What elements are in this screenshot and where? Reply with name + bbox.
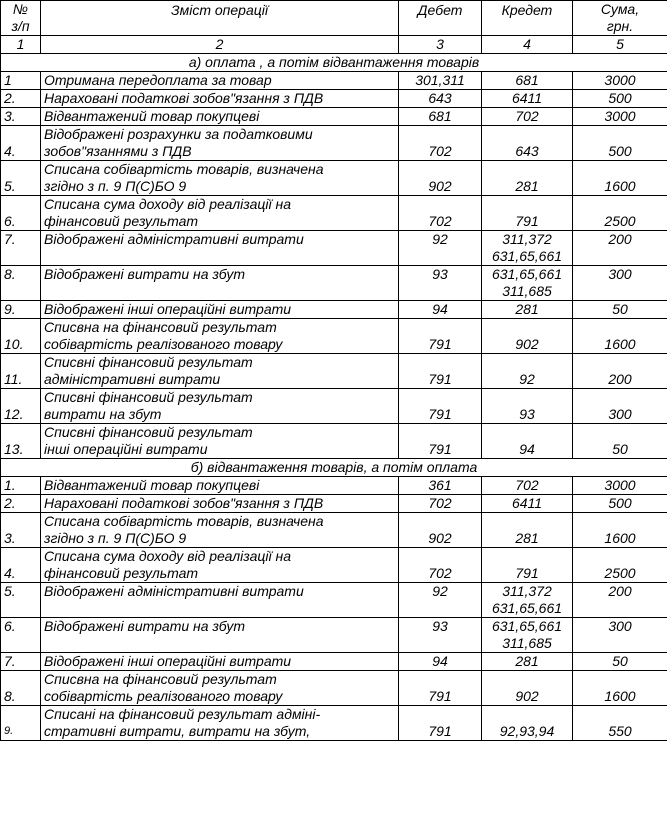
credit-account xyxy=(482,354,573,389)
sum-value: 500 xyxy=(573,90,667,108)
section-b-title-row xyxy=(1,459,667,477)
sum-value: 1600 xyxy=(573,319,667,354)
credit-account xyxy=(482,424,573,459)
header-debit: Дебет xyxy=(399,1,482,36)
sum-value: 200 xyxy=(573,231,667,266)
operation-text xyxy=(41,477,399,495)
operation-line xyxy=(44,635,395,652)
table-row xyxy=(1,231,667,266)
header-row xyxy=(1,1,667,36)
debit-account: 702 xyxy=(399,495,482,513)
debit-account: 94 xyxy=(399,653,482,671)
debit-account: 681 xyxy=(399,108,482,126)
credit-line: 281 xyxy=(515,178,539,194)
debit-account: 702 xyxy=(399,196,482,231)
credit-line: 311,685 xyxy=(502,635,552,651)
sum-value: 500 xyxy=(573,126,667,161)
row-number: 13. xyxy=(1,424,41,459)
row-number: 1. xyxy=(1,477,41,495)
debit-account: 361 xyxy=(399,477,482,495)
row-number: 11. xyxy=(1,354,41,389)
operation-text xyxy=(41,161,399,196)
operation-line: Відображені розрахунки за податковими xyxy=(44,126,313,142)
credit-line: 311,685 xyxy=(502,283,552,299)
table-row xyxy=(1,319,667,354)
sum-value: 3000 xyxy=(573,477,667,495)
table-row xyxy=(1,301,667,319)
credit-line: 6411 xyxy=(511,495,543,511)
row-number: 10. xyxy=(1,319,41,354)
credit-account xyxy=(482,231,573,266)
credit-account xyxy=(482,389,573,424)
credit-line: 902 xyxy=(515,688,539,704)
operation-line: фінансовий результат xyxy=(44,213,199,229)
sum-value: 1600 xyxy=(573,161,667,196)
row-number: 8. xyxy=(1,266,41,301)
credit-account xyxy=(482,618,573,653)
operation-line: Отримана передоплата за товар xyxy=(44,72,272,88)
sum-value: 3000 xyxy=(573,72,667,90)
credit-account xyxy=(482,90,573,108)
operation-line: Нараховані податкові зобов"язання з ПДВ xyxy=(44,495,324,511)
table-row xyxy=(1,495,667,513)
operation-line: Відвантажений товар покупцеві xyxy=(44,477,260,493)
credit-line: 902 xyxy=(515,336,539,352)
credit-account xyxy=(482,196,573,231)
operation-text xyxy=(41,513,399,548)
header-credit: Кредет xyxy=(482,1,573,36)
operation-text xyxy=(41,301,399,319)
operation-line: Відображені адміністративні витрати xyxy=(44,231,304,247)
operation-line: фінансовий результат xyxy=(44,565,199,581)
operation-text xyxy=(41,671,399,706)
credit-account xyxy=(482,108,573,126)
credit-account xyxy=(482,653,573,671)
operation-text xyxy=(41,424,399,459)
operation-line xyxy=(44,600,395,617)
debit-account: 791 xyxy=(399,671,482,706)
operation-line: собівартість реалізованого товару xyxy=(44,336,283,352)
credit-line: 631,65,661 xyxy=(491,266,563,282)
credit-line: 631,65,661 xyxy=(491,600,563,616)
operation-text xyxy=(41,126,399,161)
operation-text xyxy=(41,231,399,266)
table-row xyxy=(1,424,667,459)
operation-line: Відвантажений товар покупцеві xyxy=(44,108,260,124)
credit-account xyxy=(482,548,573,583)
debit-account: 702 xyxy=(399,126,482,161)
operation-line: згідно з п. 9 П(С)БО 9 xyxy=(44,530,187,546)
operation-text xyxy=(41,266,399,301)
section-b-title: б) відвантаження товарів, а потім оплата xyxy=(1,459,667,477)
credit-account xyxy=(482,671,573,706)
operation-line xyxy=(44,248,395,265)
operation-line: витрати на збут xyxy=(44,406,162,422)
credit-line: 92 xyxy=(519,371,535,387)
sum-value: 1600 xyxy=(573,671,667,706)
column-number: 5 xyxy=(573,36,667,54)
row-number: 5. xyxy=(1,161,41,196)
header-sum: Сума, грн. xyxy=(573,1,667,36)
debit-account: 791 xyxy=(399,354,482,389)
sum-value: 50 xyxy=(573,424,667,459)
operation-line: Нараховані податкові зобов"язання з ПДВ xyxy=(44,90,324,106)
credit-line: 92,93,94 xyxy=(499,723,555,739)
credit-account xyxy=(482,266,573,301)
debit-account: 791 xyxy=(399,389,482,424)
credit-line: 6411 xyxy=(511,90,543,106)
operation-text xyxy=(41,196,399,231)
operation-line: інші операційні витрати xyxy=(44,441,208,457)
credit-account xyxy=(482,495,573,513)
debit-account: 791 xyxy=(399,706,482,741)
column-number: 4 xyxy=(482,36,573,54)
operation-line: Відображені інші операційні витрати xyxy=(44,301,292,317)
row-number: 6. xyxy=(1,196,41,231)
table-row xyxy=(1,706,667,741)
credit-line: 702 xyxy=(515,477,539,493)
debit-account: 93 xyxy=(399,266,482,301)
operation-line xyxy=(44,283,395,300)
credit-line: 94 xyxy=(519,441,535,457)
debit-account: 92 xyxy=(399,583,482,618)
operation-text xyxy=(41,354,399,389)
table-row xyxy=(1,126,667,161)
operation-line: собівартість реалізованого товару xyxy=(44,688,283,704)
operation-line: Списана собівартість товарів, визначена xyxy=(44,161,324,177)
credit-account xyxy=(482,477,573,495)
sum-value: 300 xyxy=(573,618,667,653)
operation-line: Списана сума доходу від реалізації на xyxy=(44,548,292,564)
operation-text xyxy=(41,548,399,583)
column-number: 2 xyxy=(41,36,399,54)
operation-line: Списана сума доходу від реалізації на xyxy=(44,196,292,212)
credit-line: 643 xyxy=(515,143,539,159)
table-row xyxy=(1,548,667,583)
operation-text xyxy=(41,108,399,126)
credit-line: 702 xyxy=(515,108,539,124)
operation-text xyxy=(41,653,399,671)
credit-line: 281 xyxy=(515,301,539,317)
operation-text xyxy=(41,389,399,424)
row-number: 8. xyxy=(1,671,41,706)
column-number: 3 xyxy=(399,36,482,54)
row-number: 5. xyxy=(1,583,41,618)
table-row xyxy=(1,389,667,424)
operation-line: Списвні фінансовий результат xyxy=(44,354,253,370)
column-number-row xyxy=(1,36,667,54)
row-number: 9. xyxy=(1,706,41,741)
header-content: Зміст операції xyxy=(41,1,399,36)
row-number: 7. xyxy=(1,231,41,266)
sum-value: 550 xyxy=(573,706,667,741)
sum-value: 300 xyxy=(573,389,667,424)
operation-line: Відображені інші операційні витрати xyxy=(44,653,292,669)
operation-line: адміністративні витрати xyxy=(44,371,221,387)
debit-account: 791 xyxy=(399,424,482,459)
row-number: 4. xyxy=(1,126,41,161)
sum-value: 200 xyxy=(573,583,667,618)
operation-line: згідно з п. 9 П(С)БО 9 xyxy=(44,178,187,194)
credit-account xyxy=(482,583,573,618)
debit-account: 92 xyxy=(399,231,482,266)
row-number: 12. xyxy=(1,389,41,424)
credit-line: 791 xyxy=(515,213,539,229)
credit-line: 93 xyxy=(519,406,535,422)
row-number: 1 xyxy=(1,72,41,90)
operation-line: зобов"язаннями з ПДВ xyxy=(44,143,192,159)
row-number: 2. xyxy=(1,495,41,513)
table-row xyxy=(1,196,667,231)
row-number: 2. xyxy=(1,90,41,108)
credit-line: 311,372 xyxy=(502,231,552,247)
credit-line: 791 xyxy=(515,565,539,581)
sum-value: 50 xyxy=(573,301,667,319)
debit-account: 902 xyxy=(399,161,482,196)
debit-account: 702 xyxy=(399,548,482,583)
credit-account xyxy=(482,126,573,161)
operation-line: Списані на фінансовий результат адміні- xyxy=(44,706,321,722)
operation-line: Відображені адміністративні витрати xyxy=(44,583,304,599)
credit-account xyxy=(482,301,573,319)
credit-account xyxy=(482,319,573,354)
debit-account: 791 xyxy=(399,319,482,354)
operation-line: Відображені витрати на збут xyxy=(44,618,246,634)
table-row xyxy=(1,354,667,389)
table-row xyxy=(1,72,667,90)
operation-line: Списвна на фінансовий результат xyxy=(44,671,277,687)
sum-value: 200 xyxy=(573,354,667,389)
credit-account xyxy=(482,72,573,90)
sum-value: 2500 xyxy=(573,196,667,231)
operation-text xyxy=(41,618,399,653)
operation-text xyxy=(41,706,399,741)
table-row xyxy=(1,653,667,671)
row-number: 3. xyxy=(1,513,41,548)
debit-account: 643 xyxy=(399,90,482,108)
table-row xyxy=(1,90,667,108)
credit-account xyxy=(482,706,573,741)
row-number: 7. xyxy=(1,653,41,671)
debit-account: 93 xyxy=(399,618,482,653)
operation-text xyxy=(41,319,399,354)
table-row xyxy=(1,618,667,653)
row-number: 6. xyxy=(1,618,41,653)
operation-line: Списвна на фінансовий результат xyxy=(44,319,277,335)
section-a-title: а) оплата , а потім відвантаження товарів xyxy=(1,54,667,72)
operation-text xyxy=(41,583,399,618)
operation-line: Списана собівартість товарів, визначена xyxy=(44,513,324,529)
operation-line: Списвні фінансовий результат xyxy=(44,424,253,440)
debit-account: 902 xyxy=(399,513,482,548)
credit-line: 281 xyxy=(515,653,539,669)
operation-text xyxy=(41,90,399,108)
sum-value: 50 xyxy=(573,653,667,671)
sum-value: 1600 xyxy=(573,513,667,548)
table-row xyxy=(1,477,667,495)
credit-line: 631,65,661 xyxy=(491,618,563,634)
operation-text xyxy=(41,495,399,513)
credit-line: 281 xyxy=(515,530,539,546)
debit-account: 301,311 xyxy=(399,72,482,90)
operation-line: Відображені витрати на збут xyxy=(44,266,246,282)
credit-line: 631,65,661 xyxy=(491,248,563,264)
section-a-title-row xyxy=(1,54,667,72)
credit-account xyxy=(482,513,573,548)
credit-line: 681 xyxy=(515,72,539,88)
table-row xyxy=(1,108,667,126)
column-number: 1 xyxy=(1,36,41,54)
operation-line: стративні витрати, витрати на збут, xyxy=(44,723,311,739)
operation-line: Списвні фінансовий результат xyxy=(44,389,253,405)
sum-value: 300 xyxy=(573,266,667,301)
table-row xyxy=(1,513,667,548)
row-number: 4. xyxy=(1,548,41,583)
credit-account xyxy=(482,161,573,196)
table-row xyxy=(1,266,667,301)
row-number: 3. xyxy=(1,108,41,126)
debit-account: 94 xyxy=(399,301,482,319)
credit-line: 311,372 xyxy=(502,583,552,599)
row-number: 9. xyxy=(1,301,41,319)
header-no: № з/п xyxy=(1,1,41,36)
sum-value: 3000 xyxy=(573,108,667,126)
sum-value: 500 xyxy=(573,495,667,513)
sum-value: 2500 xyxy=(573,548,667,583)
table-row xyxy=(1,671,667,706)
table-row xyxy=(1,583,667,618)
operation-text xyxy=(41,72,399,90)
table-row xyxy=(1,161,667,196)
